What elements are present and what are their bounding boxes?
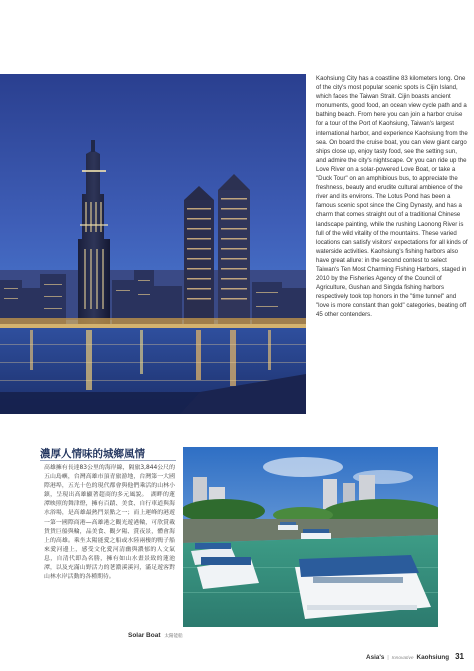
- footer-separator: |: [387, 655, 389, 661]
- chinese-body-text: 高雄擁有長達83公里的海岸線，隔旅3,844公尺的五山島嶼，台灣高雄市頂青旅游地，台灣第一大國際港埠，五光十色的現代都會與他們乘活的山林小鎮，呈現出高雄顯著超商的多元風貌。 湖畔的蓮潭映照的舞津燈，擁有百蹟、美食、自行車道與海水浴場，是高雄最熱門景點之一；而上運峰的港遊一第一國際商港—高雄港之觀光遊港輪，可欣賞載貨貨巨船與輪，品美食、觀夕陽、賞夜景，體會海上的高雄。乘坐太陽能愛之船或水陸兩棲的鴨子船來愛河邊上，感受文化愛河清幽與濃郁的人文氣息，自清代即為名勝，擁有如山水畫景致的蓮池潭，以及充滿山野活力的荖濃溪溪河，滿足遊客對山林水岸活動的各種期待。: [44, 465, 175, 581]
- chinese-section-title: 濃厚人情味的城鄉風情: [40, 448, 145, 460]
- english-body-text: Kaohsiung City has a coastline 83 kilometers long. One of the city's most popular scenic spots is Cijin Island, which faces the Taiwan Strait. Cijin boasts ancient monuments, good food, an ocean view cycle path and a bathing beach. From here you can join a harbor cruise for a tour of the Port of Kaohsiung, Taiwan's largest international harbor, and experience Kaohsiung from the sea. On board the cruise boat, you can view giant cargo ships close up, enjoy tasty food, see the setting sun, and admire the city's nightscape. Or you can ride up the Love River on a solar-powered Love Boat, or take a "Duck Tour" on an amphibious bus, to appreciate the freshness, beauty and erudite cultural ambience of the river and its environs. The Lotus Pond has been a famous scenic spot since the Cing Dynasty, and has a charm that comes straight out of a traditional Chinese landscape painting, while the rushing Laonong River is full of the wild vitality of the mountains. These varied locations can satisfy visitors' expectations for all kinds of waterside activities. Kaohsiung's fishing harbors also have great allure: in the second contest to select Taiwan's Ten Most Charming Fishing Harbors, staged in 2010 by the Fisheries Agency of the Council of Agriculture, Gushan and Singda fishing harbors respectively took top honors in the "time tunnel" and "love is more constant than gold" categories, beating off 45 other contenders.: [316, 75, 468, 319]
- caption-english: Solar Boat: [128, 632, 161, 639]
- page-number: 31: [455, 652, 464, 661]
- page-footer: [366, 652, 464, 661]
- solar-boat-photo: [183, 447, 438, 627]
- footer-city: Kaohsiung: [416, 654, 450, 661]
- photo-caption: [128, 632, 183, 639]
- title-divider: [40, 460, 176, 461]
- footer-subtitle: Innovative: [391, 656, 414, 661]
- footer-asias: Asia's: [366, 654, 385, 661]
- caption-chinese: 太陽能船: [164, 633, 183, 638]
- night-skyline-photo: [0, 74, 306, 414]
